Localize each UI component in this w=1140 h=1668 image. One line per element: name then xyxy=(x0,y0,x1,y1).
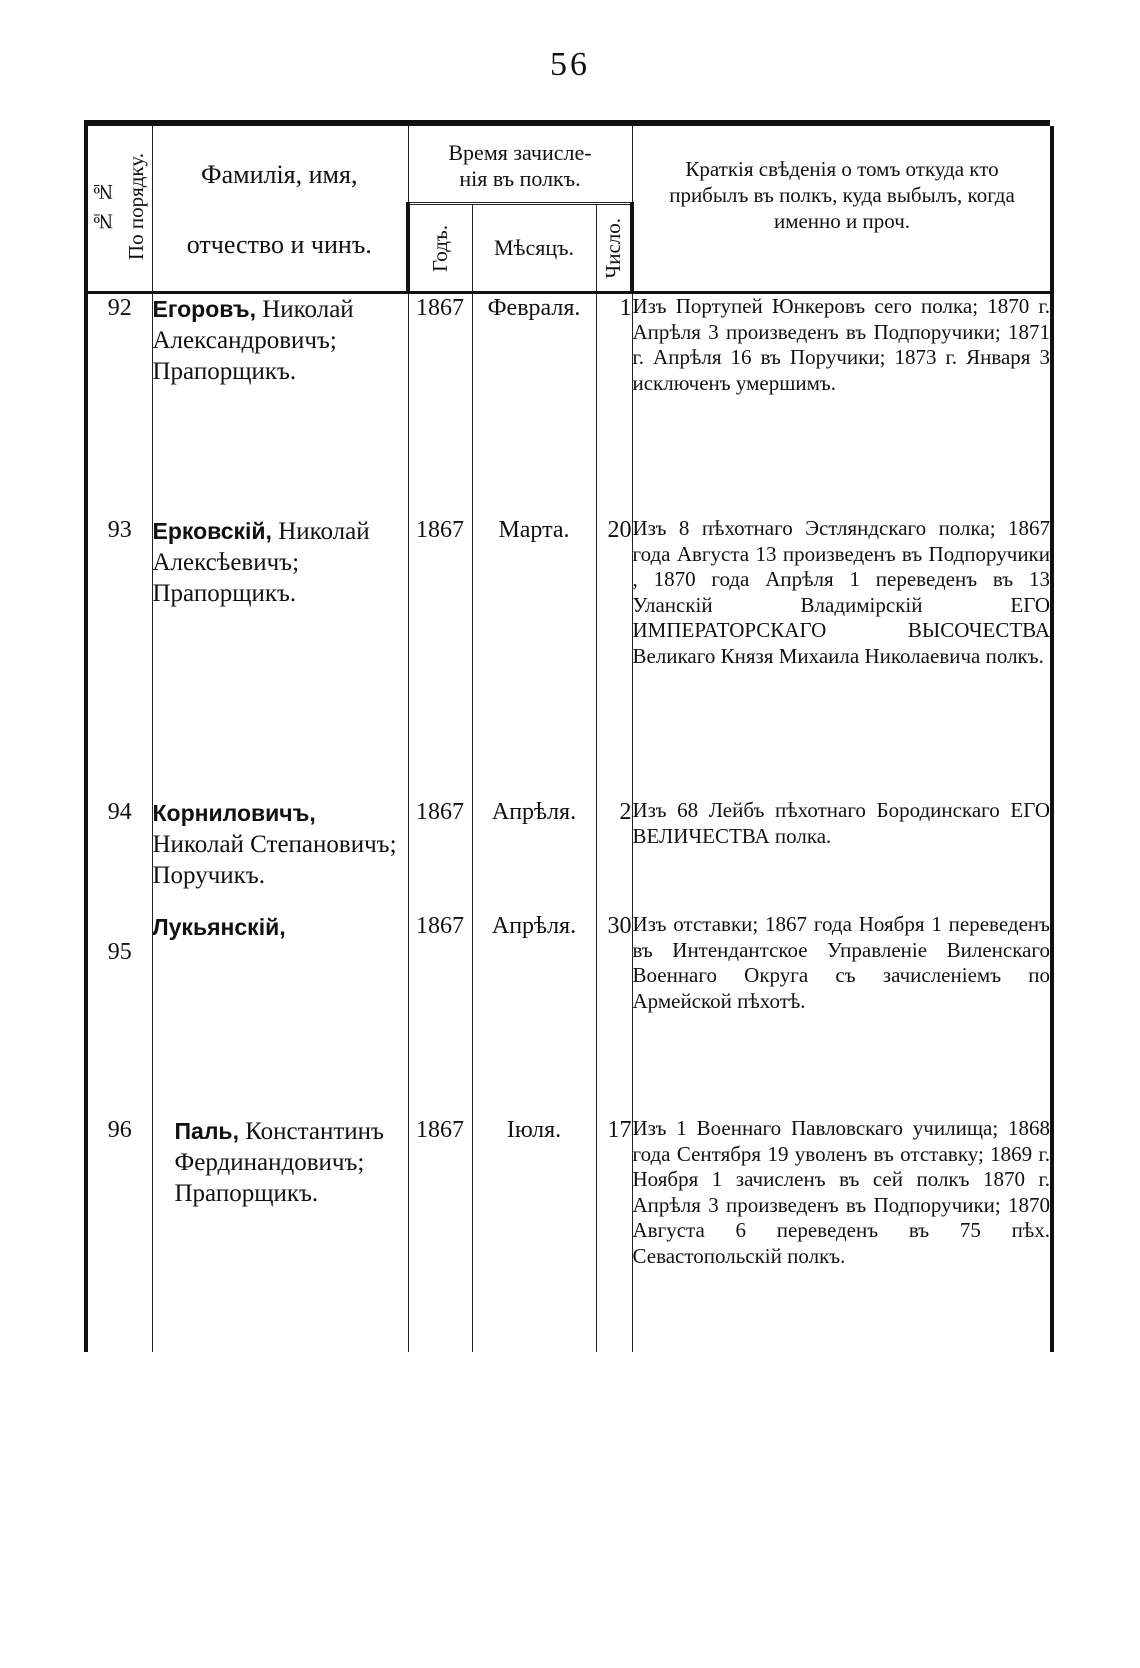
row-name-rest: Константинъ Фердинандовичъ; Прапорщикъ. xyxy=(174,1118,384,1207)
register-table-wrapper xyxy=(84,120,1050,1388)
row-name xyxy=(152,516,408,798)
row-name-rest: Николай Степановичъ; Поручикъ. xyxy=(152,831,397,889)
row-day: 17 xyxy=(596,1116,632,1352)
row-month: Февраля. xyxy=(472,293,596,517)
table-row xyxy=(86,798,1052,912)
header-day-label: Число. xyxy=(600,217,625,279)
row-number: 92 xyxy=(86,293,152,517)
row-name-rest: Николай Алексѣевичъ; Прапорщикъ. xyxy=(152,518,370,607)
row-surname: Паль, xyxy=(174,1118,239,1144)
row-name xyxy=(152,798,408,912)
row-notes: Изъ Портупей Юнкеровъ сего полка; 1870 г. Апрѣля 3 произведенъ въ Подпоручики; 1871 г. Апрѣля 16 въ Поручики; 1873 г. Января 3 исключенъ умершимъ. xyxy=(632,293,1052,517)
header-name-line1: Фамилія, имя, xyxy=(201,160,358,189)
row-notes: Изъ 1 Военнаго Павловскаго училища; 1868 года Сентября 19 уволенъ въ отставку; 1869 г. Ноября 1 зачисленъ въ сей полкъ 1870 г. Апрѣля 3 произведенъ въ Подпоручики; 1870 Августа 6 переведенъ въ 75 пѣх. Севастопольскій полкъ. xyxy=(632,1116,1052,1352)
header-time-line1: Время зачисле- xyxy=(448,140,592,165)
header-notes-label: Краткія свѣденія о томъ откуда кто прибылъ въ полкъ, куда выбылъ, когда именно и проч. xyxy=(669,157,1015,233)
row-month: Апрѣля. xyxy=(472,912,596,1116)
header-day xyxy=(596,204,632,292)
row-number: 96 xyxy=(86,1116,152,1352)
row-day: 1 xyxy=(596,293,632,517)
header-year xyxy=(408,204,472,292)
table-row xyxy=(86,293,1052,517)
header-enrollment-time xyxy=(408,126,632,204)
row-name xyxy=(152,912,408,1116)
row-month: Апрѣля. xyxy=(472,798,596,912)
header-order-label-bottom: По порядку. xyxy=(123,153,148,261)
row-year: 1867 xyxy=(408,516,472,798)
row-day: 30 xyxy=(596,912,632,1116)
row-year: 1867 xyxy=(408,912,472,1116)
header-order-label-top: № № xyxy=(90,180,115,234)
row-day: 20 xyxy=(596,516,632,798)
table-row xyxy=(86,516,1052,798)
row-number: 93 xyxy=(86,516,152,798)
row-number: 94 xyxy=(86,798,152,912)
row-name xyxy=(152,1116,408,1352)
row-notes: Изъ 8 пѣхотнаго Эстляндскаго полка; 1867 года Августа 13 произведенъ въ Подпоручики , 1870 года Апрѣля 1 переведенъ въ 13 Уланскій Владимірскій ЕГО ИМПЕРАТОРСКАГО ВЫСОЧЕСТВА Великаго Князя Михаила Николаевича полкъ. xyxy=(632,516,1052,798)
row-name xyxy=(152,293,408,517)
header-month-label: Мѣсяцъ. xyxy=(493,235,575,260)
row-notes: Изъ 68 Лейбъ пѣхотнаго Бородинскаго ЕГО ВЕЛИЧЕСТВА полка. xyxy=(632,798,1052,912)
header-time-line2: нія въ полкъ. xyxy=(459,166,581,191)
row-year: 1867 xyxy=(408,798,472,912)
table-body xyxy=(86,293,1052,1353)
row-day: 2 xyxy=(596,798,632,912)
row-surname: Егоровъ, xyxy=(152,296,256,322)
row-number: 95 xyxy=(86,912,152,1116)
table-row xyxy=(86,1116,1052,1352)
header-notes xyxy=(632,126,1052,291)
header-order-number xyxy=(86,126,152,291)
row-notes: Изъ отставки; 1867 года Ноября 1 переведенъ въ Интендантское Управленіе Виленскаго Военнаго Округа съ зачисленіемъ по Армейской пѣхотѣ. xyxy=(632,912,1052,1116)
row-surname: Лукьянскій, xyxy=(152,914,286,940)
row-month: Марта. xyxy=(472,516,596,798)
row-name-rest: Николай Александровичъ; Прапорщикъ. xyxy=(152,296,354,385)
row-year: 1867 xyxy=(408,293,472,517)
row-surname: Корниловичъ, xyxy=(152,800,316,826)
row-month: Іюля. xyxy=(472,1116,596,1352)
table-header xyxy=(86,126,1052,293)
header-name xyxy=(152,126,408,291)
header-month xyxy=(472,204,596,292)
header-name-line2: отчество и чинъ. xyxy=(186,230,372,259)
row-year: 1867 xyxy=(408,1116,472,1352)
table-row xyxy=(86,912,1052,1116)
page-number: 56 xyxy=(550,46,590,83)
header-year-label: Годъ. xyxy=(428,224,453,272)
row-surname: Ерковскій, xyxy=(152,518,272,544)
officer-register-table xyxy=(84,126,1054,1352)
